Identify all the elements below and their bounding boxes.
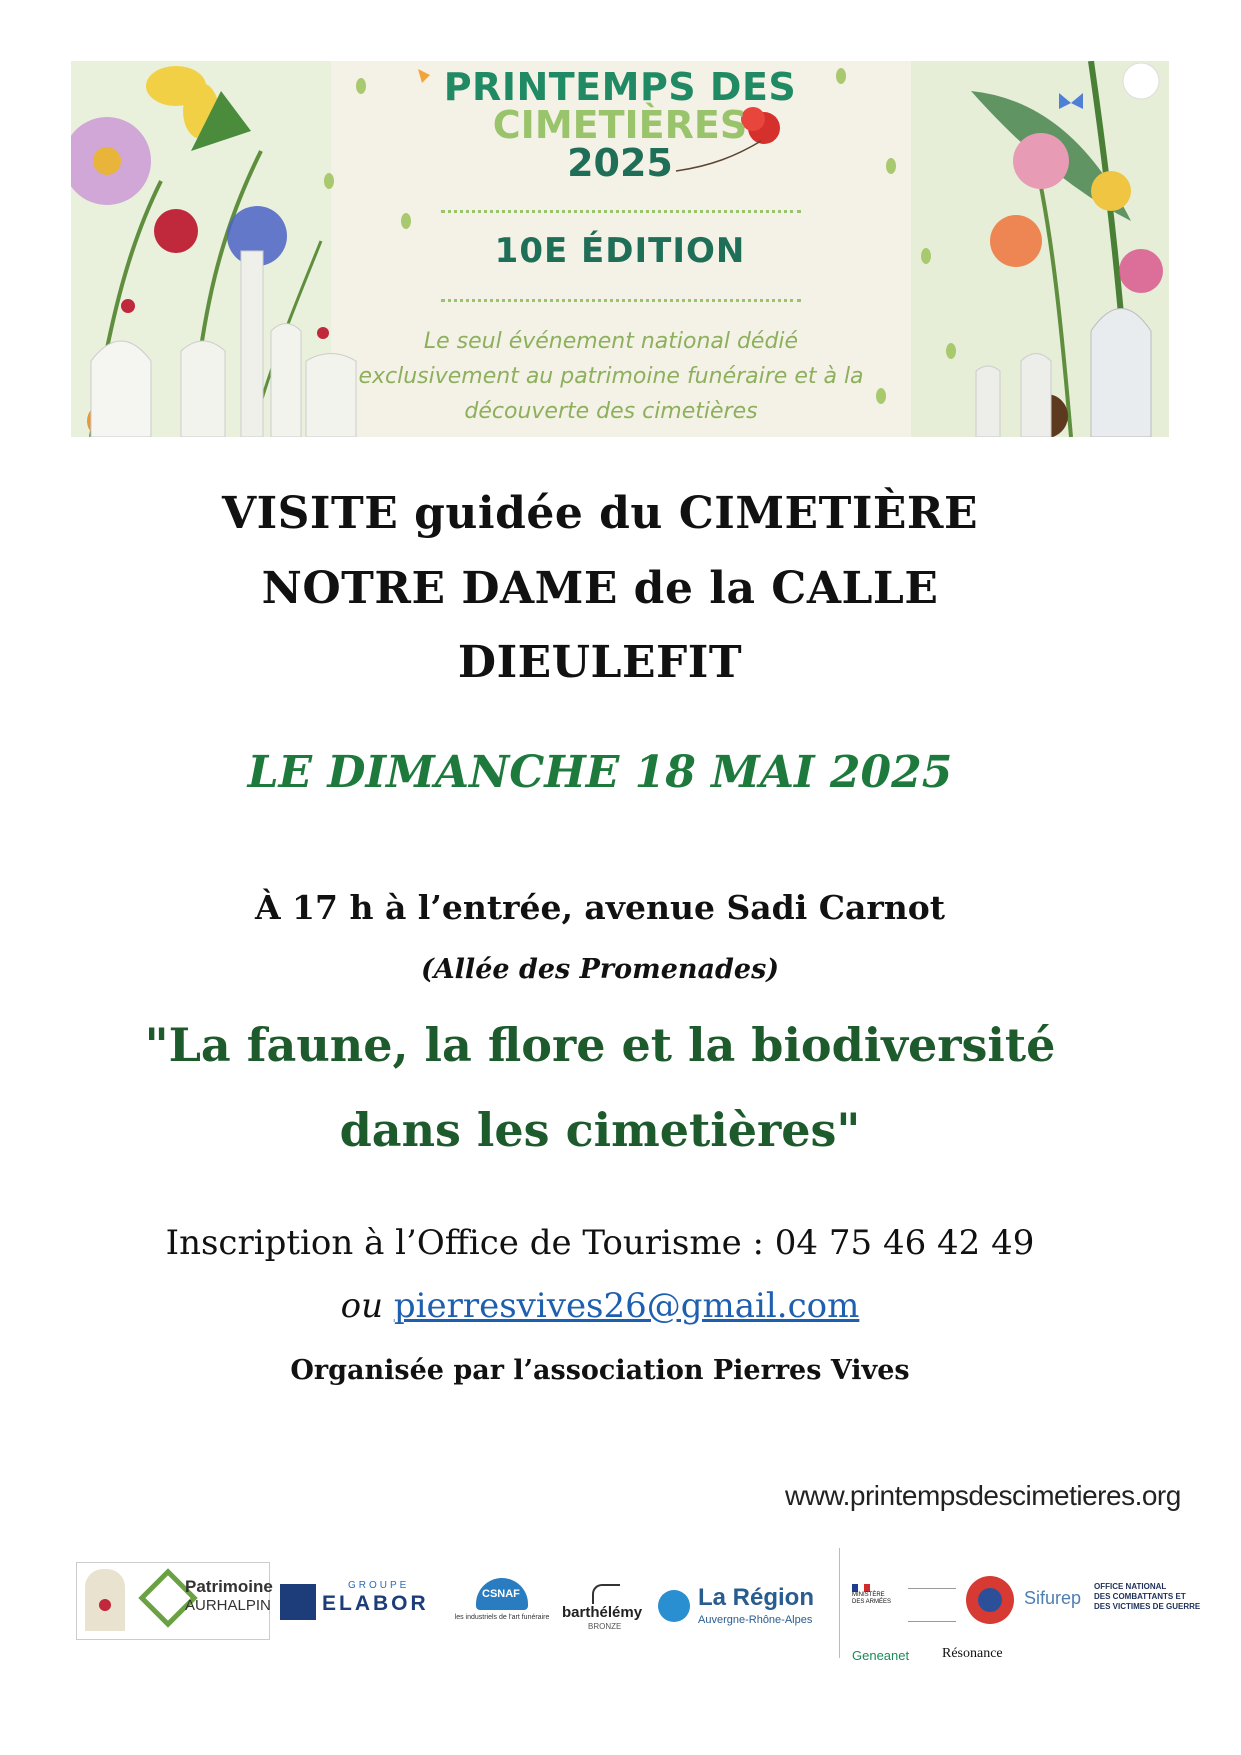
- resonance-logo: Résonance: [942, 1646, 1003, 1661]
- rosette-icon: [978, 1588, 1002, 1612]
- logo-separator: [839, 1548, 840, 1658]
- event-date: LE DIMANCHE 18 MAI 2025: [247, 747, 953, 798]
- barthelemy-logo: [562, 1584, 652, 1636]
- souvenir-francais-logo: [966, 1576, 1014, 1624]
- dotted-divider: [441, 210, 801, 213]
- onac-line1: OFFICE NATIONAL: [1094, 1582, 1167, 1591]
- email-link[interactable]: pierresvives26@gmail.com: [393, 1286, 860, 1326]
- ministere-label: MINISTÈRE DES ARMÉES: [852, 1592, 892, 1605]
- onac-logo: [1094, 1582, 1204, 1622]
- banner-title-line2: CIMETIÈRES: [492, 103, 748, 147]
- banner-year: 2025: [567, 141, 673, 185]
- region-icon: [658, 1590, 690, 1622]
- banner-edition: 10E ÉDITION: [494, 231, 746, 271]
- event-heading-line3: DIEULEFIT: [457, 637, 743, 688]
- ministere-armees-logo: [852, 1584, 896, 1632]
- banner-title-line1: PRINTEMPS DES: [443, 65, 797, 109]
- elabor-group-label: GROUPE: [348, 1580, 410, 1591]
- region-aura-logo: [658, 1584, 828, 1630]
- inscription-phone: Inscription à l’Office de Tourisme : 04 75 46 42 49: [165, 1223, 1035, 1263]
- flag-icon: [852, 1584, 870, 1592]
- csnaf-logo: [448, 1578, 556, 1630]
- bronze-label: BRONZE: [588, 1622, 622, 1631]
- organizer: Organisée par l’association Pierres Vives: [290, 1355, 910, 1386]
- barthelemy-label: barthélémy: [562, 1604, 643, 1621]
- elabor-icon: [280, 1584, 316, 1620]
- banner-tagline-3: découverte des cimetières: [464, 399, 758, 424]
- region-label: La Région: [698, 1584, 815, 1611]
- geneanet-logo: Geneanet: [852, 1648, 910, 1663]
- sifurep-logo: Sifurep: [1024, 1588, 1082, 1608]
- event-heading-line1: VISITE guidée du CIMETIÈRE: [221, 488, 979, 539]
- onac-line2: DES COMBATTANTS ET: [1094, 1592, 1186, 1601]
- onac-line3: DES VICTIMES DE GUERRE: [1094, 1602, 1201, 1611]
- patrimoine-label: Patrimoine: [185, 1577, 273, 1596]
- csnaf-subtitle: les industriels de l'art funéraire: [454, 1614, 550, 1621]
- banner-tagline-2: exclusivement au patrimoine funéraire et à la: [358, 364, 864, 389]
- website-link[interactable]: www.printempsdescimetieres.org: [785, 1480, 1181, 1511]
- elabor-label: ELABOR: [322, 1592, 429, 1615]
- aurhalpin-label: AURHALPIN: [185, 1597, 271, 1614]
- barthelemy-icon: [592, 1584, 620, 1604]
- event-heading-line2: NOTRE DAME de la CALLE: [261, 563, 939, 614]
- event-place-detail: (Allée des Promenades): [420, 954, 780, 985]
- dotted-divider: [441, 299, 801, 302]
- war-graves-logo: [908, 1588, 956, 1622]
- csnaf-label: CSNAF: [482, 1588, 520, 1600]
- patrimoine-aurhalpin-logo: [76, 1562, 273, 1640]
- tombstone-icon: [85, 1569, 125, 1631]
- or-label: ou: [340, 1286, 383, 1326]
- event-theme-line1: "La faune, la flore et la biodiversité: [144, 1018, 1056, 1072]
- groupe-elabor-logo: [280, 1582, 432, 1622]
- event-theme-line2: dans les cimetières": [339, 1103, 861, 1157]
- region-subtitle: Auvergne-Rhône-Alpes: [698, 1614, 813, 1626]
- event-time-place: À 17 h à l’entrée, avenue Sadi Carnot: [254, 888, 946, 927]
- banner-tagline-1: Le seul événement national dédié: [423, 329, 799, 354]
- event-banner: [71, 61, 1169, 437]
- email-line: [0, 1286, 1200, 1326]
